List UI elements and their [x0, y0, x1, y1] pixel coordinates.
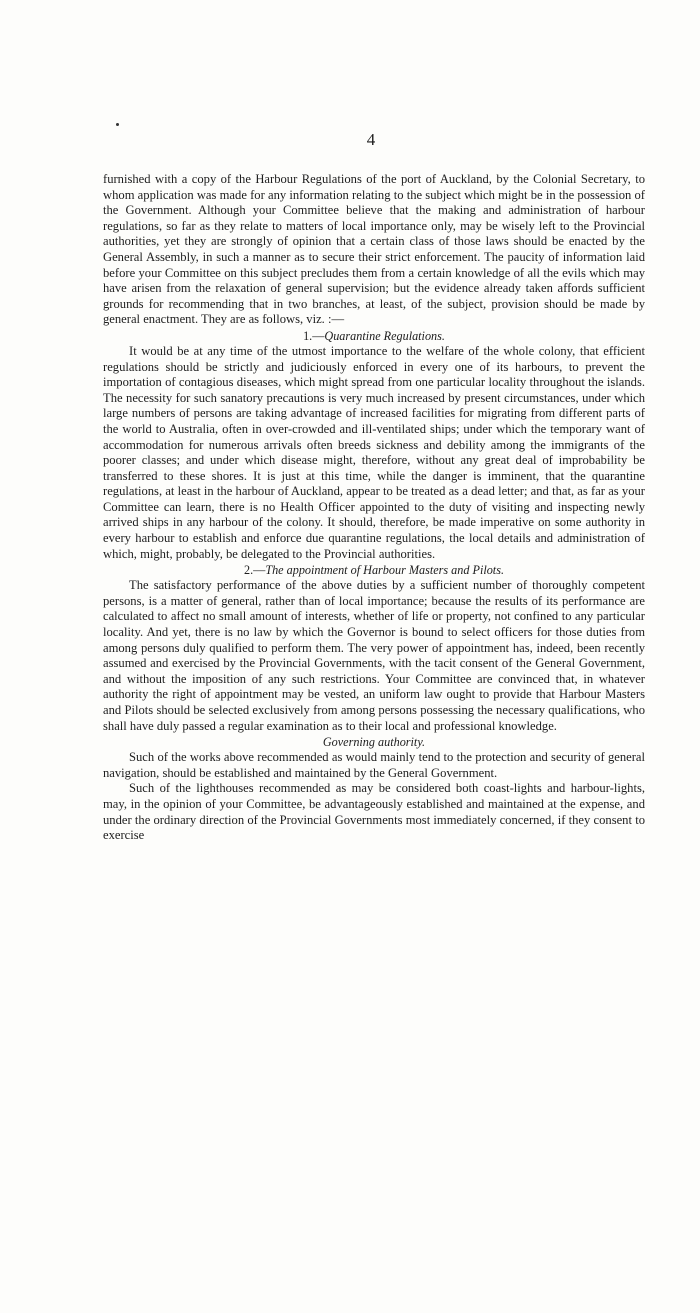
section-number: 1.—: [303, 328, 325, 343]
page-number: 4: [366, 130, 376, 149]
harbour-masters-paragraph: The satisfactory performance of the above duties by a sufficient number of thoroughly competent persons, is a matter of general, rather than of local importance; because the results of its performance are calculated to affect no small amount of interests, whether of life or property, not confined to any particular locality. And yet, there is no law by which the Governor is bound to select officers for those duties from among persons duly qualified to perform them. The very power of appointment has, indeed, been recently assumed and exercised by the Provincial Governments, with the tacit consent of the General Government, and without the imposition of any such restrictions. Your Committee are convinced that, in whatever authority the right of appointment may be vested, an uniform law ought to provide that Harbour Masters and Pilots should be selected exclusively from among persons possessing the necessary qualifications, who shall have duly passed a regular examination as to their local and professional knowledge.: [103, 578, 645, 733]
ink-speck: [116, 123, 119, 126]
governing-paragraph-2: Such of the lighthouses recommended as may be considered both coast-lights and harbour-lights, may, in the opinion of your Committee, be advantageously established and maintained at the expense, and under the ordinary direction of the Provincial Governments most immediately concerned, if they consent to exercise: [103, 781, 645, 843]
section-number: 2.—: [243, 563, 266, 578]
page-body: [103, 172, 645, 844]
governing-paragraph-1: Such of the works above recommended as would mainly tend to the protection and security of general navigation, should be established and maintained by the General Government.: [103, 750, 645, 780]
section-title: The appointment of Harbour Masters and Pilots.: [265, 563, 504, 578]
section-heading-quarantine: [103, 328, 645, 344]
section-heading-governing-authority: [103, 734, 645, 750]
section-title: Governing authority.: [322, 735, 426, 750]
section-heading-harbour-masters: [103, 562, 645, 578]
quarantine-paragraph: It would be at any time of the utmost importance to the welfare of the whole colony, that efficient regulations should be strictly and judiciously enforced in every one of its harbours, to prevent the importation of contagious diseases, which might spread from one particular locality throughout the islands. The necessity for such sanatory precautions is very much increased by present circumstances, under which large numbers of persons are taking advantage of increased facilities for migrating from different parts of the world to Australia, often in over-crowded and ill-ventilated ships; under which the temporary want of accommodation for numerous arrivals often breeds sickness and debility among the immigrants of the poorer classes; and under which disease might, therefore, without any great deal of improbability be transferred to these shores. It is just at this time, while the danger is imminent, that the quarantine regulations, at least in the harbour of Auckland, appear to be treated as a dead letter; and that, as far as your Committee can learn, there is no Health Officer appointed to the duty of visiting and inspecting newly arrived ships in any harbour of the colony. It should, therefore, be made imperative on some authority in every harbour to establish and enforce due quarantine regulations, the local details and administration of which, might, probably, be delegated to the Provincial authorities.: [103, 343, 645, 561]
section-title: Quarantine Regulations.: [324, 328, 445, 343]
intro-paragraph: furnished with a copy of the Harbour Regulations of the port of Auckland, by the Colonial Secretary, to whom application was made for any information relating to the subject which might be in the possession of the Government. Although your Committee believe that the making and administration of harbour regulations, so far as they relate to matters of local importance only, may be wisely left to the Provincial authorities, yet they are strongly of opinion that a certain class of those laws should be enacted by the General Assembly, in such a manner as to secure their strict enforcement. The paucity of information laid before your Committee on this subject precludes them from a certain knowledge of all the evils which may have arisen from the relaxation of general supervision; but the evidence already taken affords sufficient grounds for recommending that in two branches, at least, of the subject, provision should be made by general enactment. They are as follows, viz. :—: [103, 172, 645, 327]
